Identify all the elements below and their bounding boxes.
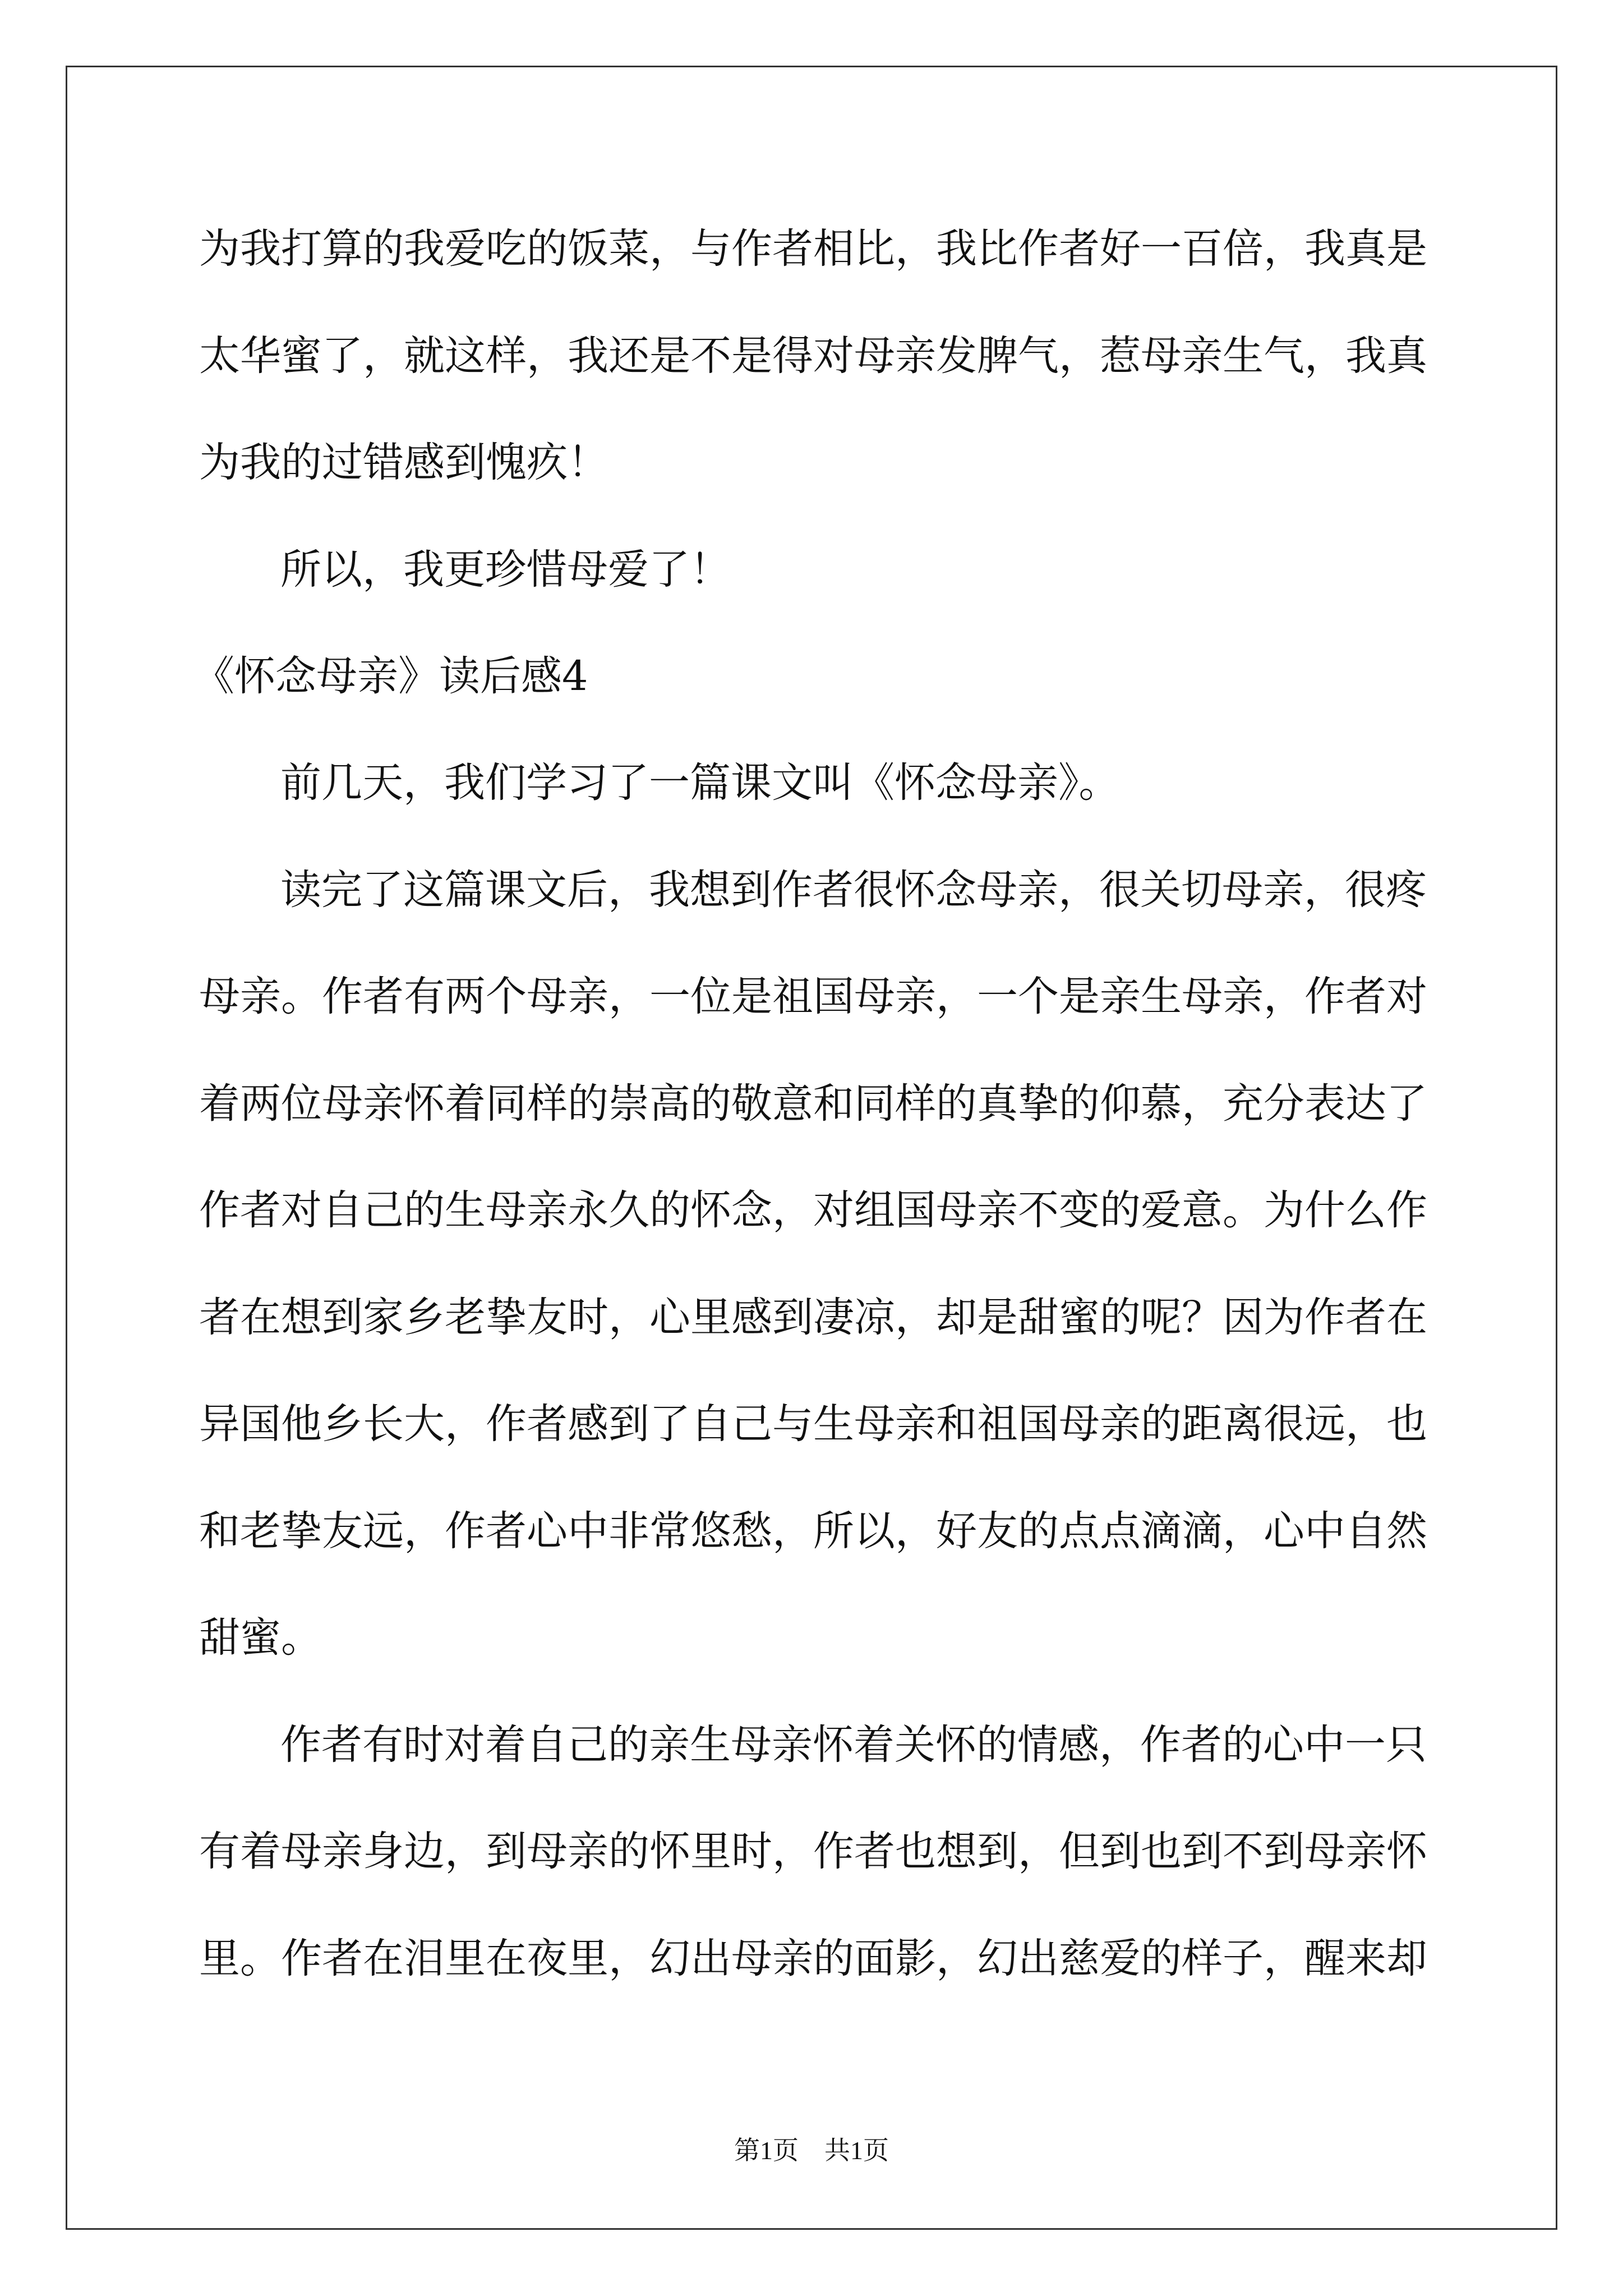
text-line: 太华蜜了，就这样，我还是不是得对母亲发脾气，惹母亲生气，我真 xyxy=(199,332,1427,380)
text-line: 为我打算的我爱吃的饭菜，与作者相比，我比作者好一百倍，我真是 xyxy=(199,225,1427,273)
page-footer: 第1页 共1页 xyxy=(734,2136,889,2165)
text-line: 母亲。作者有两个母亲，一位是祖国母亲，一个是亲生母亲，作者对 xyxy=(199,973,1427,1020)
section-heading: 《怀念母亲》读后感4 xyxy=(193,652,588,700)
text-line: 着两位母亲怀着同样的崇高的敬意和同样的真挚的仰慕，充分表达了 xyxy=(199,1080,1427,1128)
text-line: 作者对自己的生母亲永久的怀念，对组国母亲不变的爱意。为什么作 xyxy=(199,1186,1427,1234)
text-line: 读完了这篇课文后，我想到作者很怀念母亲，很关切母亲，很疼 xyxy=(280,866,1427,914)
text-line: 有着母亲身边，到母亲的怀里时，作者也想到，但到也到不到母亲怀 xyxy=(199,1828,1427,1875)
text-line: 异国他乡长大，作者感到了自己与生母亲和祖国母亲的距离很远，也 xyxy=(199,1400,1427,1448)
text-line: 所以，我更珍惜母爱了！ xyxy=(280,546,731,593)
text-line: 甜蜜。 xyxy=(199,1614,322,1662)
text-line: 作者有时对着自己的亲生母亲怀着关怀的情感，作者的心中一只 xyxy=(280,1721,1427,1769)
text-line: 者在想到家乡老挚友时，心里感到凄凉，却是甜蜜的呢？因为作者在 xyxy=(199,1294,1427,1341)
text-line: 前几天，我们学习了一篇课文叫《怀念母亲》。 xyxy=(280,759,1120,807)
text-line: 里。作者在泪里在夜里，幻出母亲的面影，幻出慈爱的样子，醒来却 xyxy=(199,1935,1427,1982)
page-border xyxy=(66,66,1557,2230)
text-line: 为我的过错感到愧疚！ xyxy=(199,439,608,486)
text-line: 和老挚友远，作者心中非常悠愁，所以，好友的点点滴滴，心中自然 xyxy=(199,1507,1427,1555)
